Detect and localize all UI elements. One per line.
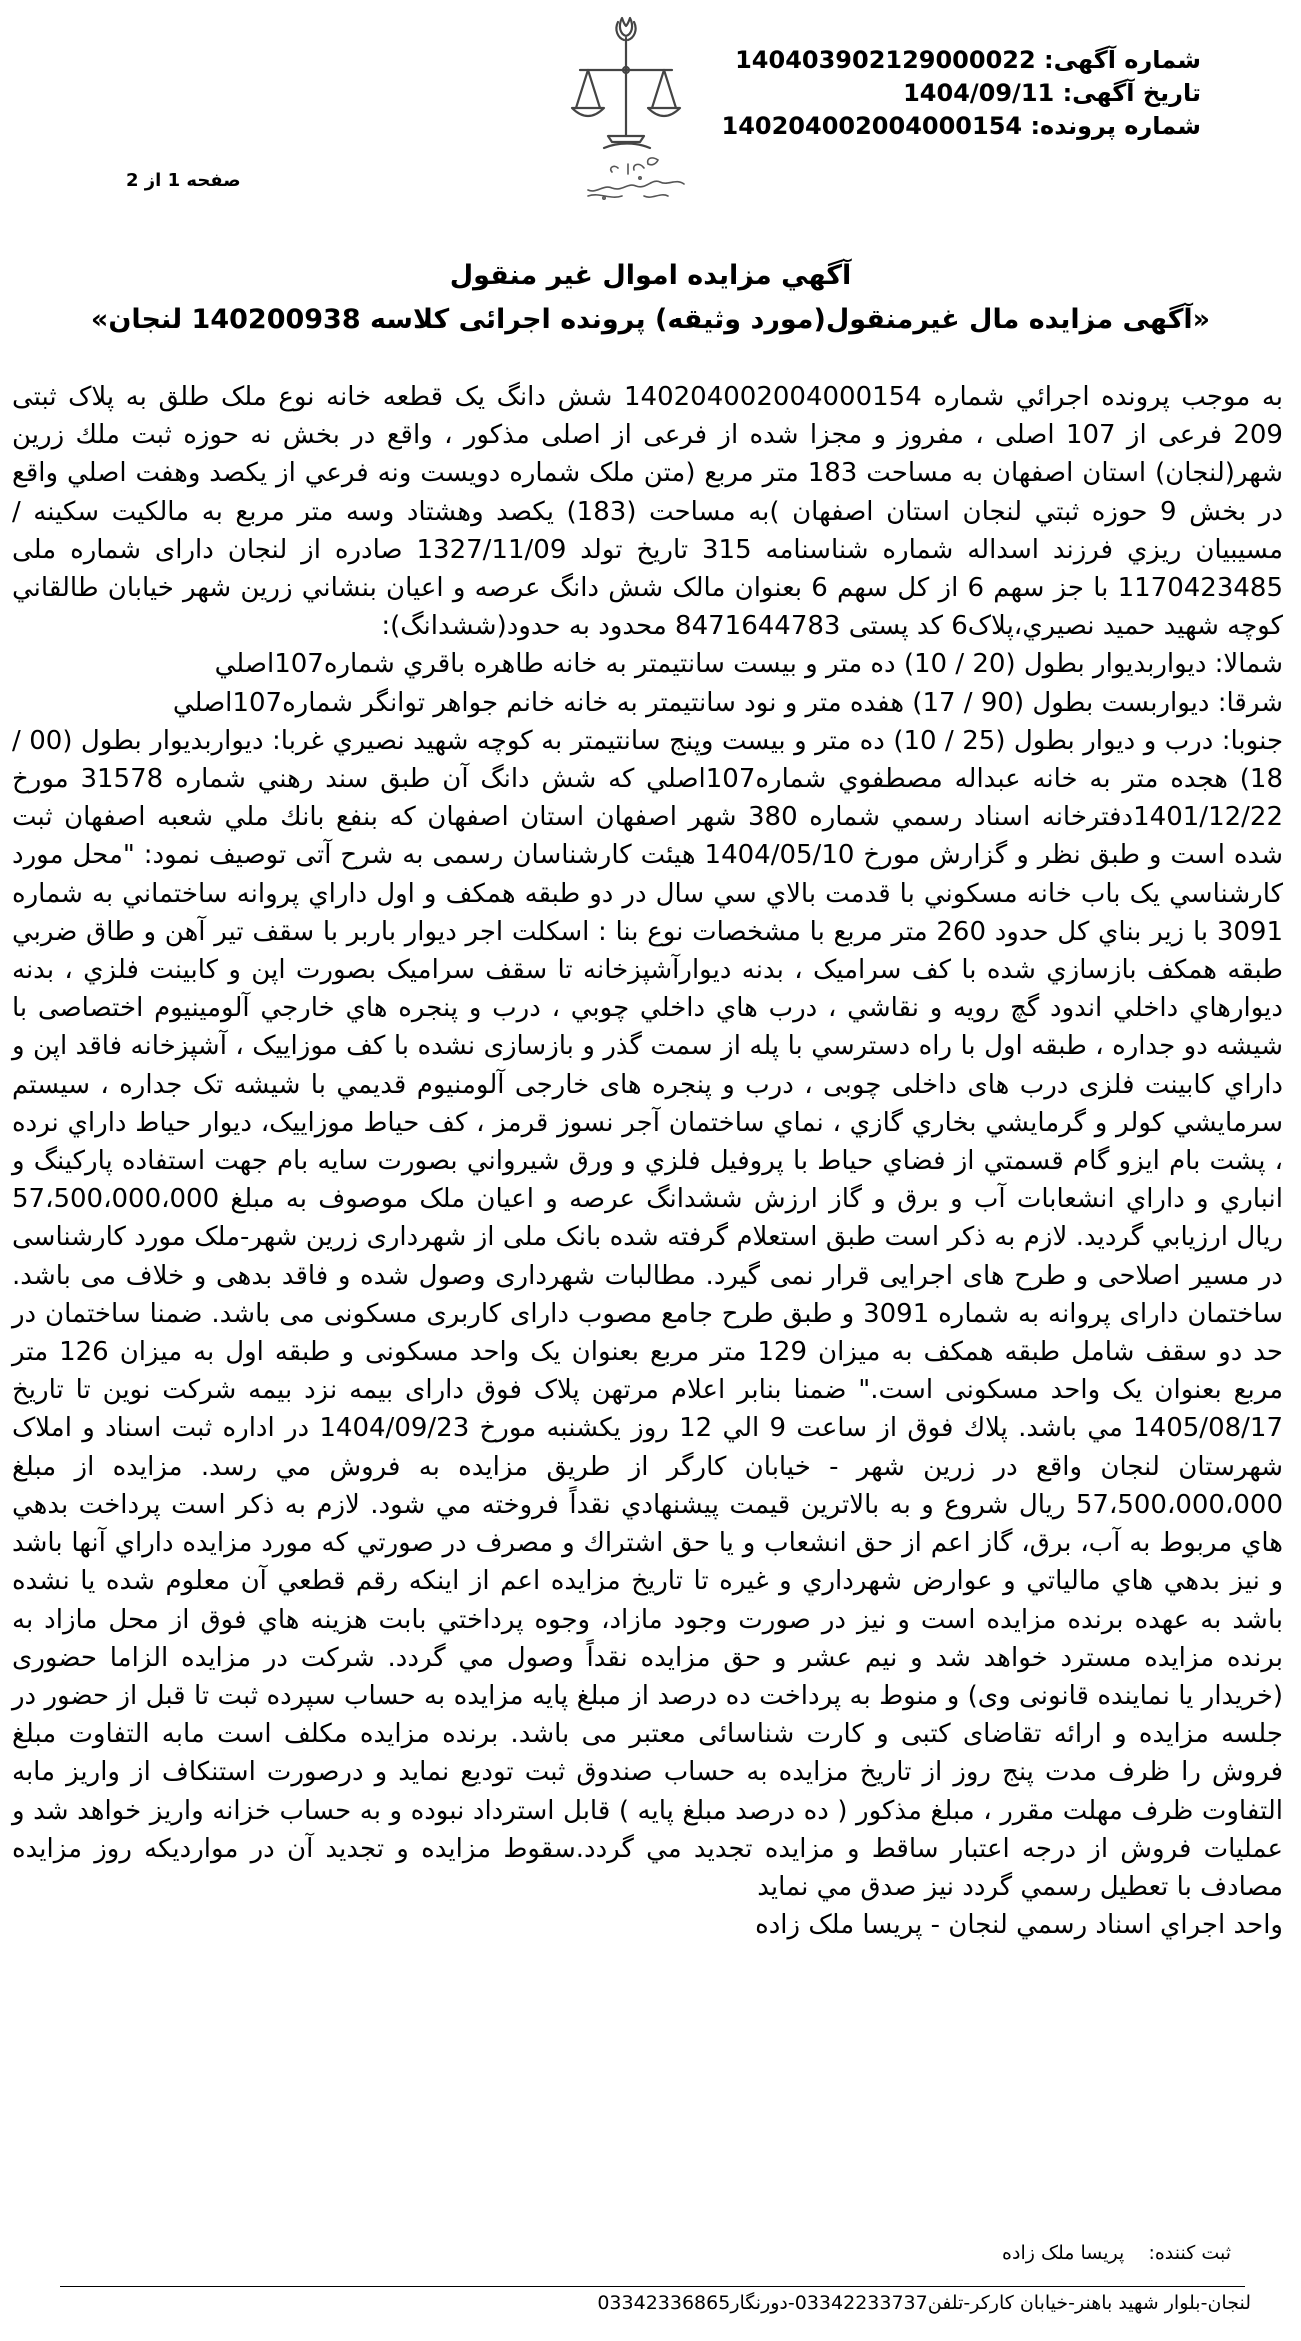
notice-date-label: تاریخ آگهی: bbox=[1062, 79, 1201, 107]
case-number-label: شماره پرونده: bbox=[1030, 112, 1201, 140]
footer-divider bbox=[60, 2286, 1245, 2287]
notice-title: آگهي مزايده اموال غير منقول bbox=[449, 260, 852, 291]
body-paragraph-north: شمالا: ديواربديوار بطول (20 / 10) ده متر و بيست سانتيمتر به خانه طاهره باقري شماره107اصلي bbox=[214, 649, 1283, 680]
notice-number-row bbox=[735, 44, 1201, 77]
body-paragraph-east: شرقا: ديواربست بطول (90 / 17) هفده متر و نود سانتيمتر به خانه خانم جواهر توانگر شماره107اصلي bbox=[172, 687, 1283, 718]
notice-subtitle: «آگهی مزایده مال غیرمنقول(مورد وثیقه) پرونده اجرائی کلاسه 140200938 لنجان» bbox=[90, 304, 1211, 335]
registrar-label: ثبت کننده: bbox=[1148, 2242, 1231, 2264]
registrar-name: پریسا ملک زاده bbox=[1002, 2242, 1125, 2264]
case-number-row bbox=[721, 110, 1201, 143]
notice-number: 140403902129000022 bbox=[735, 46, 1036, 74]
case-number: 140204002004000154 bbox=[721, 112, 1023, 140]
notice-number-label: شماره آگهی: bbox=[1044, 46, 1201, 74]
body-paragraph-property: به موجب پرونده اجرائي شماره 140204002004000154 شش دانگ يک قطعه خانه نوع ملک طلق به پلاک ثبتی 209 فرعی از 107 اصلی ، مفروز و مجزا شده از فرعی از اصلی مذکور ، واقع در بخش نه حوزه ثبت ملك زرين شهر(لنجان) استان اصفهان به مساحت 183 متر مربع (متن ملک شماره دويست ونه فرعي از يکصد وهفت اصلي واقع در بخش 9 حوزه ثبتي لنجان استان اصفهان )به مساحت (183) يکصد وهشتاد وسه متر مربع به مالکيت سکينه / مسيبيان ريزي فرزند اسداله شماره شناسنامه 315 تاريخ تولد 1327/11/09 صادره از لنجان دارای شماره ملی 1170423485 با جز سهم 6 از کل سهم 6 بعنوان مالک شش دانگ عرصه و اعيان بنشاني زرين شهر خيابان طالقاني کوچه شهيد حميد نصيري،پلاک6 کد پستی 8471644783 محدود به حدود(ششدانگ): bbox=[12, 382, 1284, 642]
body-paragraph-unit: واحد اجراي اسناد رسمي لنجان - پريسا ملک زاده bbox=[755, 1910, 1283, 1941]
page-number: صفحه 1 از 2 bbox=[126, 170, 241, 191]
footer-address: لنجان-بلوار شهيد باهنر-خيابان كاركر-تلفن03342233737-دورنگار03342336865 bbox=[597, 2292, 1251, 2314]
notice-date-row bbox=[781, 77, 1201, 110]
body-paragraph-details: جنوبا: درب و ديوار بطول (25 / 10) ده متر و بيست وپنج سانتيمتر به کوچه شهيد نصيري غربا: ديواربديوار بطول (00 / 18) هجده متر به خانه عبداله مصطفوي شماره107اصلي که شش دانگ آن طبق سند رهني شماره 31578 مورخ 1401/12/22دفترخانه اسناد رسمي شماره 380 شهر اصفهان استان اصفهان که بنفع بانك ملي شعبه اصفهان ثبت شده است و طبق نظر و گزارش مورخ 1404/05/10 هيئت کارشناسان رسمی به شرح آتی توصیف نمود: "محل مورد کارشناسي يک باب خانه مسکوني با قدمت بالاي سي سال در دو طبقه همکف و اول داراي پروانه ساختماني به شماره 3091 با زير بناي کل حدود 260 متر مربع با مشخصات نوع بنا : اسکلت اجر ديوار باربر با سقف تير آهن و طاق ضربي طبقه همکف بازسازي شده با کف سرامیک ، بدنه ديوارآشپزخانه تا سقف سرامیک بصورت اپن و کابينت فلزي ، بدنه ديوارهاي داخلي اندود گچ رويه و نقاشي ، درب هاي داخلي چوبي ، درب و پنجره هاي خارجي آلومينيوم اختصاصی با شيشه دو جداره ، طبقه اول با راه دسترسي با پله از سمت گذر و بازسازی نشده با کف موزاييک ، آشپزخانه فاقد اپن و داراي کابينت فلزی درب های داخلی چوبی ، درب و پنجره های خارجی آلومنيوم قديمي با شيشه تک جداره ، سيستم سرمايشي کولر و گرمايشي بخاري گازي ، نماي ساختمان آجر نسوز قرمز ، کف حياط موزاييک، ديوار حياط داراي نرده ، پشت بام ايزو گام قسمتي از فضاي حياط با پروفيل فلزي و ورق شيرواني بصورت سايه بام جهت استفاده پارکينگ و انباري و داراي انشعابات آب و برق و گاز ارزش ششدانگ عرصه و اعيان ملک موصوف به مبلغ 57،500،000،000 ريال ارزيابي گرديد. لازم به ذکر است طبق استعلام گرفته شده بانک ملی از شهرداری زرين شهر-ملک مورد کارشناسی در مسير اصلاحی و طرح های اجرايی قرار نمی گيرد. مطالبات شهرداری وصول شده و فاقد بدهی و خلاف می باشد. ساختمان دارای پروانه به شماره 3091 و طبق طرح جامع مصوب دارای کاربری مسکونی می باشد. ضمنا ساختمان در حد دو سقف شامل طبقه همکف به ميزان 129 متر مربع بعنوان يک واحد مسکونی و طبقه اول به ميزان 126 متر مربع بعنوان يک واحد مسکونی است." ضمنا بنابر اعلام مرتهن پلاک فوق دارای بيمه نزد بيمه شرکت نوين تا تاریخ 1405/08/17 مي باشد. پلاك فوق از ساعت 9 الي 12 روز يكشنبه مورخ 1404/09/23 در اداره ثبت اسناد و املاک شهرستان لنجان واقع در زرين شهر - خيابان کارگر از طريق مزايده به فروش مي رسد. مزايده از مبلغ 57،500،000،000 ريال شروع و به بالاترين قيمت پيشنهادي نقداً فروخته مي شود. لازم به ذكر است پرداخت بدهي هاي مربوط به آب، برق، گاز اعم از حق انشعاب و يا حق اشتراك و مصرف در صورتي كه مورد مزايده داراي آنها باشد و نيز بدهي هاي مالياتي و عوارض شهرداري و غيره تا تاريخ مزايده اعم از اينكه رقم قطعي آن معلوم شده يا نشده باشد به عهده برنده مزايده است و نيز در صورت وجود مازاد، وجوه پرداختي بابت هزينه هاي فوق از محل مازاد به برنده مزايده مسترد خواهد شد و نيم عشر و حق مزايده نقداً وصول مي گردد. شرکت در مزايده الزاما حضوری (خريدار يا نماينده قانونی وی) و منوط به پرداخت ده درصد از مبلغ پايه مزايده به حساب سپرده ثبت تا قبل از حضور در جلسه مزايده و ارائه تقاضای کتبی و کارت شناسائی معتبر می باشد. برنده مزايده مكلف است مابه التفاوت مبلغ فروش را ظرف مدت پنج روز از تاريخ مزايده به حساب صندوق ثبت توديع نمايد و درصورت استنكاف از واريز مابه التفاوت ظرف مهلت مقرر ، مبلغ مذكور ( ده درصد مبلغ پايه ) قابل استرداد نبوده و به حساب خزانه واريز خواهد شد و عمليات فروش از درجه اعتبار ساقط و مزايده تجديد مي گردد.سقوط مزايده و تجديد آن در مواردیكه روز مزايده مصادف با تعطيل رسمي گردد نيز صدق مي نمايد bbox=[12, 725, 1284, 1902]
notice-date: 1404/09/11 bbox=[903, 79, 1055, 107]
judiciary-emblem-icon bbox=[548, 8, 713, 213]
notice-body bbox=[12, 378, 1283, 1944]
registrar-line bbox=[1002, 2242, 1231, 2264]
notice-meta bbox=[721, 44, 1201, 143]
